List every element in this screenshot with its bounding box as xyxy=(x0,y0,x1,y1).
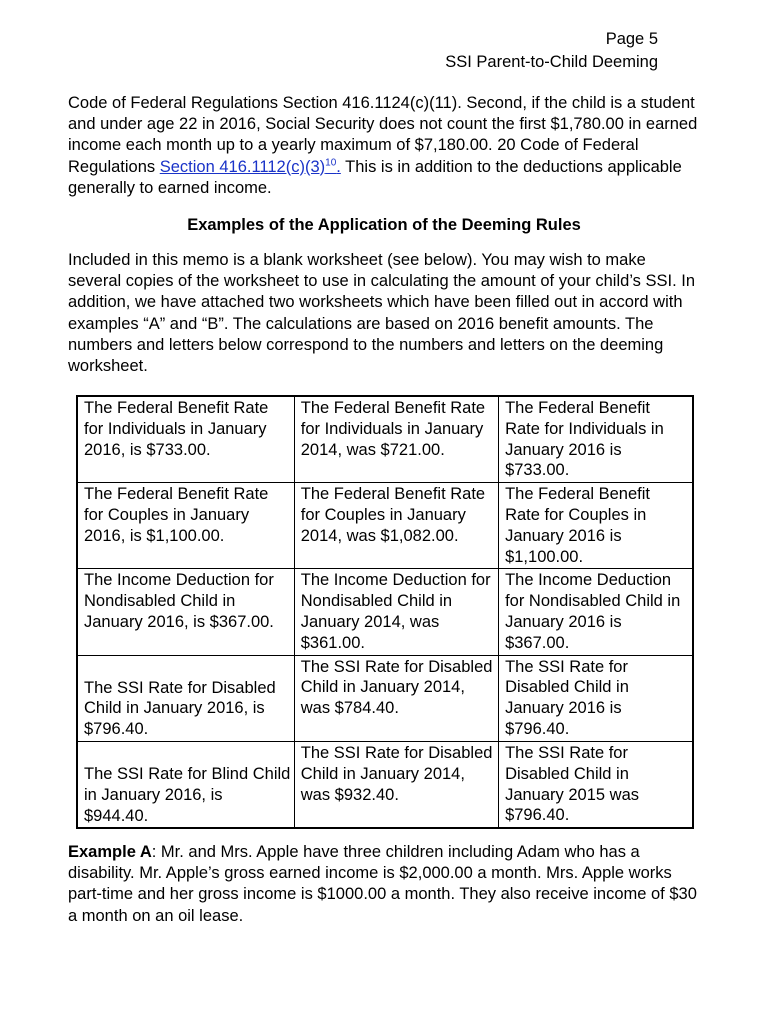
table-row xyxy=(77,741,693,828)
table-cell: The Income Deduction for Nondisabled Child in January 2016 is $367.00. xyxy=(499,569,693,655)
page-header xyxy=(445,28,658,74)
example-label: Example A xyxy=(68,843,152,861)
table-cell: The Federal Benefit Rate for Couples in January 2016 is $1,100.00. xyxy=(499,483,693,569)
table-row xyxy=(77,655,693,741)
benefit-rates-table xyxy=(76,395,694,829)
table-cell: The SSI Rate for Disabled Child in January 2014, was $784.40. xyxy=(294,655,498,741)
link-tail: . xyxy=(336,157,341,176)
paragraph-worksheet-intro: Included in this memo is a blank worksheet (see below). You may wish to make several copies of the worksheet to use in calculating the amount of your child’s SSI. In addition, we have attached two worksheets which have been filled out in accord with examples “A” and “B”. The calculations are based on 2016 benefit amounts. The numbers and letters below correspond to the numbers and letters on the deeming worksheet. xyxy=(68,251,696,376)
document-title: SSI Parent-to-Child Deeming xyxy=(445,53,658,71)
paragraph-text: : Mr. and Mrs. Apple have three children including Adam who has a disability. Mr. Apple’s gross earned income is $2,000.00 a month. Mrs. Apple works part-time and her gross income is $1000.00 a month. They also receive income of $30 a month on an oil lease. xyxy=(68,843,697,925)
table-cell: The SSI Rate for Disabled Child in January 2015 was $796.40. xyxy=(499,741,693,828)
footnote-marker: 10 xyxy=(325,157,337,169)
table-row xyxy=(77,483,693,569)
paragraph-text: This is in addition to the deductions applicable generally to earned income. xyxy=(68,157,682,197)
table-cell: The SSI Rate for Blind Child in January 2016, is $944.40. xyxy=(77,741,294,828)
table-cell: The SSI Rate for Disabled Child in January 2016 is $796.40. xyxy=(499,655,693,741)
page-number: Page 5 xyxy=(605,30,658,48)
paragraph-regulations xyxy=(68,93,700,199)
table-cell: The Federal Benefit Rate for Individuals in January 2016, is $733.00. xyxy=(77,396,294,483)
paragraph-example-a xyxy=(68,842,700,927)
table-cell: The Income Deduction for Nondisabled Child in January 2014, was $361.00. xyxy=(294,569,498,655)
link-text: Section 416.1112(c)(3) xyxy=(159,157,326,176)
table-cell: The Federal Benefit Rate for Couples in January 2016, is $1,100.00. xyxy=(77,483,294,569)
table-cell: The Federal Benefit Rate for Individuals in January 2014, was $721.00. xyxy=(294,396,498,483)
table-cell: The SSI Rate for Disabled Child in January 2016, is $796.40. xyxy=(77,655,294,741)
table-cell: The Income Deduction for Nondisabled Child in January 2016, is $367.00. xyxy=(77,569,294,655)
section-heading: Examples of the Application of the Deeming Rules xyxy=(187,216,581,234)
table-cell: The Federal Benefit Rate for Couples in January 2014, was $1,082.00. xyxy=(294,483,498,569)
regulation-section-link[interactable] xyxy=(160,158,341,176)
table-cell: The SSI Rate for Disabled Child in January 2014, was $932.40. xyxy=(294,741,498,828)
paragraph-text: Code of Federal Regulations Section 416.1124(c)(11). Second, if the child is a student and under age 22 in 2016, Social Security does not count the first $1,780.00 in earned income each month up to a yearly maximum of $7,180.00. 20 Code of Federal Regulations xyxy=(68,94,698,176)
table-row xyxy=(77,396,693,483)
table-row xyxy=(77,569,693,655)
table-cell: The Federal Benefit Rate for Individuals in January 2016 is $733.00. xyxy=(499,396,693,483)
